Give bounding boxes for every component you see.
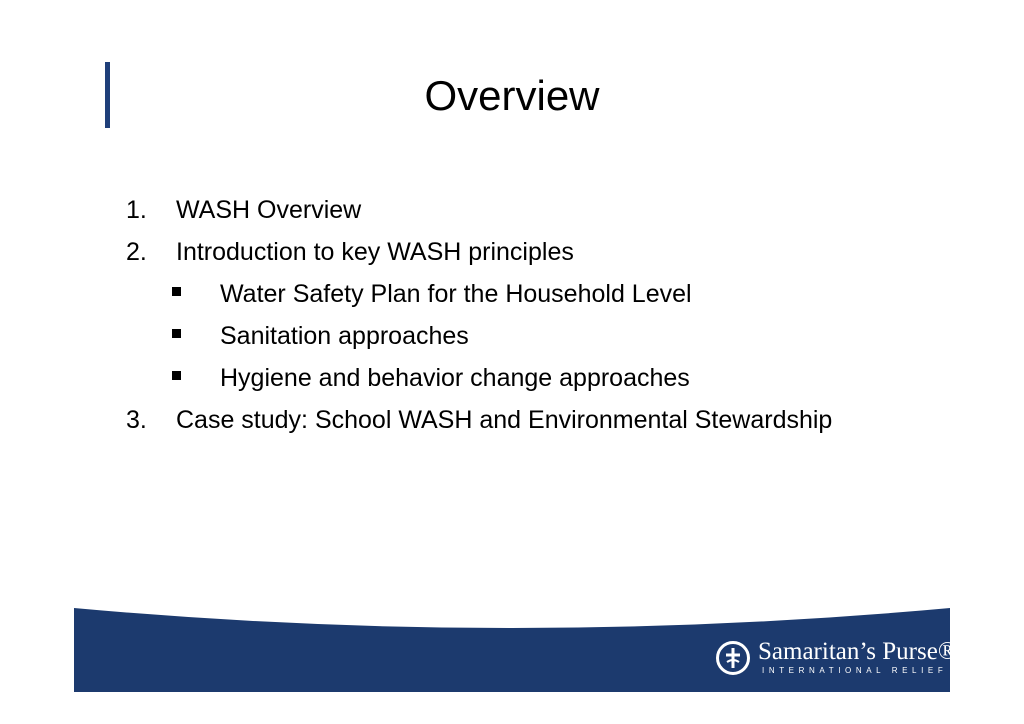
list-item (126, 402, 946, 444)
sub-list-item (126, 276, 946, 318)
list-item (126, 192, 946, 234)
outline-list (126, 192, 946, 444)
item-number: 2. (126, 238, 147, 266)
item-number: 1. (126, 196, 147, 224)
item-number: 3. (126, 406, 147, 434)
square-bullet-icon (172, 371, 181, 380)
cross-emblem-icon (716, 641, 750, 675)
samaritans-purse-logo (716, 636, 957, 680)
item-text: Case study: School WASH and Environmental Stewardship (176, 406, 833, 434)
item-text: Hygiene and behavior change approaches (220, 364, 690, 392)
item-text: Introduction to key WASH principles (176, 238, 574, 266)
square-bullet-icon (172, 287, 181, 296)
square-bullet-icon (172, 329, 181, 338)
sub-list-item (126, 318, 946, 360)
item-text: Water Safety Plan for the Household Level (220, 280, 692, 308)
slide-title: Overview (424, 72, 600, 119)
logo-subtitle: INTERNATIONAL RELIEF (762, 666, 948, 675)
logo-name: Samaritan’s Purse® (758, 638, 957, 665)
item-text: Sanitation approaches (220, 322, 469, 350)
sub-list-item (126, 360, 946, 402)
item-text: WASH Overview (176, 196, 362, 224)
list-item (126, 234, 946, 276)
